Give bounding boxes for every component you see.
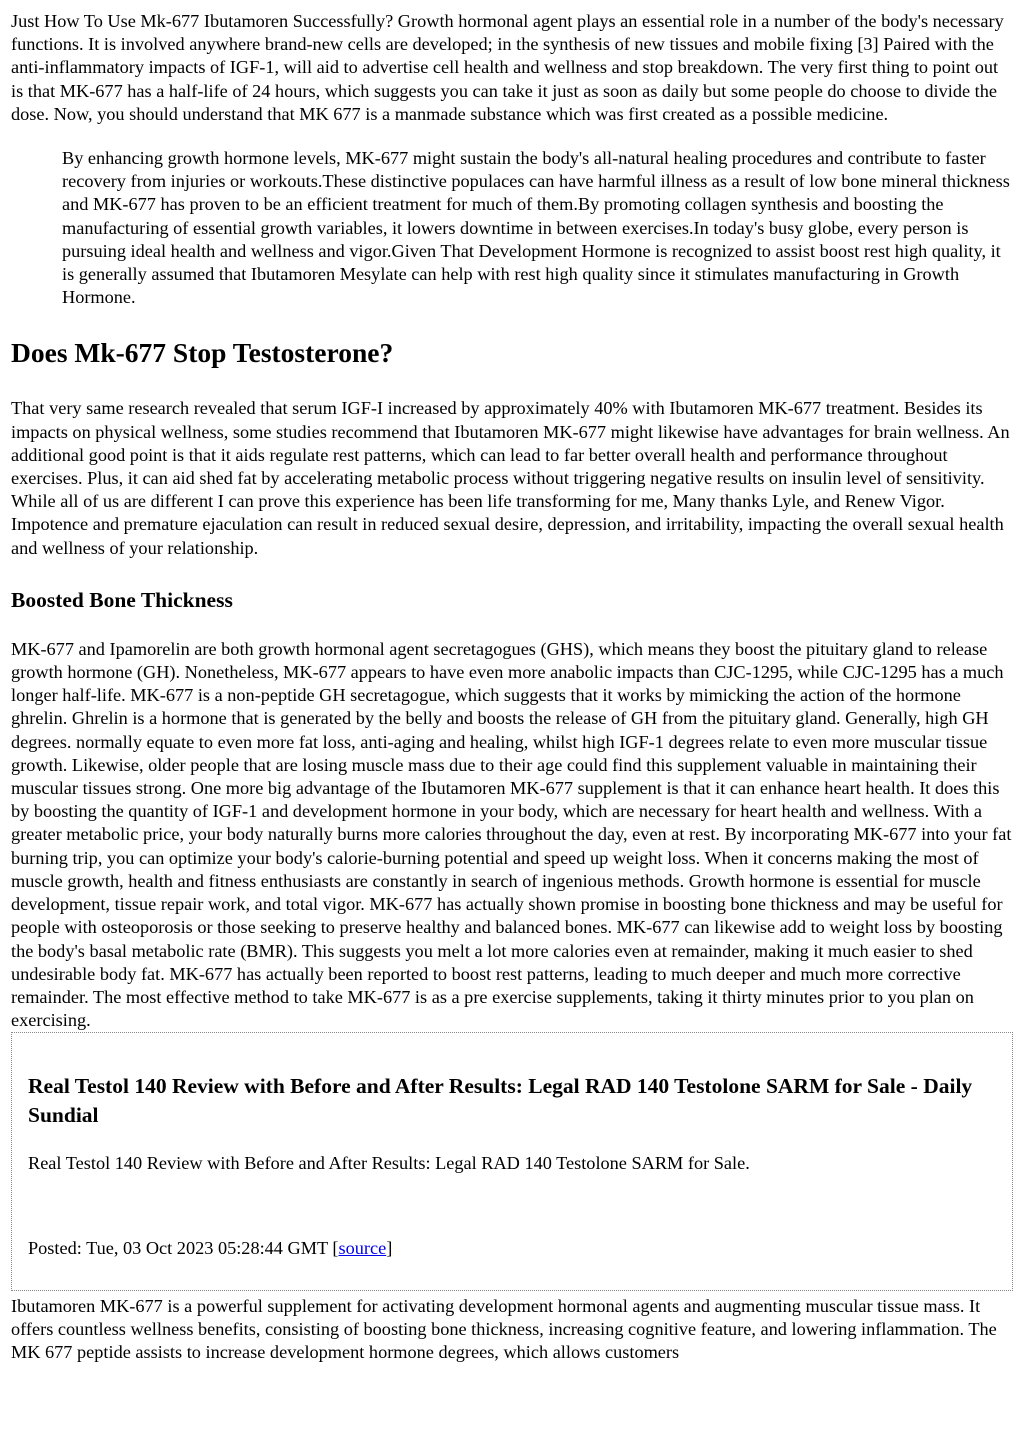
news-posted-close: ]	[386, 1237, 393, 1258]
news-title: Real Testol 140 Review with Before and After Results: Legal RAD 140 Testolone SARM for Sale - Daily Sundial	[28, 1074, 973, 1128]
blockquote	[62, 147, 1013, 309]
news-card	[11, 1032, 1013, 1290]
intro-paragraph: Just How To Use Mk-677 Ibutamoren Successfully? Growth hormonal agent plays an essential role in a number of the body's necessary functions. It is involved anywhere brand-new cells are developed; in the synthesis of new tissues and mobile fixing [3] Paired with the anti-inflammatory impacts of IGF-1, will aid to advertise cell health and wellness and stop breakdown. The very first thing to point out is that MK-677 has a half-life of 24 hours, which suggests you can take it just as soon as daily but some people do choose to divide the dose. Now, you should understand that MK 677 is a manmade substance which was first created as a possible medicine.	[11, 11, 1004, 124]
outro-paragraph: Ibutamoren MK-677 is a powerful supplement for activating development hormonal agents and augmenting muscular tissue mass. It offers countless wellness benefits, consisting of boosting bone thickness, increasing cognitive feature, and lowering inflammation. The MK 677 peptide assists to increase development hormone degrees, which allows customers	[11, 1295, 997, 1363]
news-posted	[28, 1237, 996, 1260]
news-posted-date: Posted: Tue, 03 Oct 2023 05:28:44 GMT [	[28, 1237, 339, 1258]
news-summary: Real Testol 140 Review with Before and After Results: Legal RAD 140 Testolone SARM for Sale.	[28, 1153, 750, 1174]
section-heading-testosterone: Does Mk-677 Stop Testosterone?	[11, 337, 394, 369]
section1-paragraph: That very same research revealed that serum IGF-I increased by approximately 40% with Ibutamoren MK-677 treatment. Besides its impacts on physical wellness, some studies recommend that Ibutamoren MK-677 might likewise have advantages for brain wellness. An additional good point is that it aids regulate rest patterns, which can lead to far better overall health and performance throughout exercises. Plus, it can aid shed fat by accelerating metabolic process without triggering negative results on insulin level of sensitivity. While all of us are different I can prove this experience has been life transforming for me, Many thanks Lyle, and Renew Vigor. Impotence and premature ejaculation can result in reduced sexual desire, depression, and irritability, impacting the overall sexual health and wellness of your relationship.	[11, 398, 1010, 558]
news-source-link[interactable]: source	[338, 1237, 387, 1258]
section2-paragraph: MK-677 and Ipamorelin are both growth hormonal agent secretagogues (GHS), which means they boost the pituitary gland to release growth hormone (GH). Nonetheless, MK-677 appears to have even more anabolic impacts than CJC-1295, while CJC-1295 has a much longer half-life. MK-677 is a non-peptide GH secretagogue, which suggests that it works by mimicking the action of the hormone ghrelin. Ghrelin is a hormone that is generated by the belly and boosts the release of GH from the pituitary gland. Generally, high GH degrees. normally equate to even more fat loss, anti-aging and healing, whilst high IGF-1 degrees relate to even more muscular tissue growth. Likewise, older people that are losing muscle mass due to their age could find this supplement valuable in maintaining their muscular tissues strong. One more big advantage of the Ibutamoren MK-677 supplement is that it can enhance heart health. It does this by boosting the quantity of IGF-1 and development hormone in your body, which are necessary for heart health and wellness. With a greater metabolic price, your body naturally burns more calories throughout the day, even at rest. By incorporating MK-677 into your fat burning trip, you can optimize your body's calorie-burning potential and speed up weight loss. When it concerns making the most of muscle growth, health and fitness enthusiasts are constantly in search of ingenious methods. Growth hormone is essential for muscle development, tissue repair work, and total vigor. MK-677 has actually shown promise in boosting bone thickness and may be useful for people with osteoporosis or those seeking to preserve healthy and balanced bones. MK-677 can likewise add to weight loss by boosting the body's basal metabolic rate (BMR). This suggests you melt a lot more calories even at remainder, making it much easier to shed undesirable body fat. MK-677 has actually been reported to boost rest patterns, leading to much deeper and much more corrective remainder. The most effective method to take MK-677 is as a pre exercise supplements, taking it thirty minutes prior to you plan on exercising.	[11, 638, 1012, 1031]
section-heading-bone-thickness: Boosted Bone Thickness	[11, 587, 233, 612]
quote-paragraph: By enhancing growth hormone levels, MK-677 might sustain the body's all-natural healing procedures and contribute to faster recovery from injuries or workouts.These distinctive populaces can have harmful illness as a result of low bone mineral thickness and MK-677 has proven to be an efficient treatment for much of them.By promoting collagen synthesis and boosting the manufacturing of essential growth variables, it lowers downtime in between exercises.In today's busy globe, every person is pursuing ideal health and wellness and vigor.Given That Development Hormone is recognized to assist boost rest high quality, it is generally assumed that Ibutamoren Mesylate can help with rest high quality since it stimulates manufacturing in Growth Hormone.	[62, 148, 1010, 308]
